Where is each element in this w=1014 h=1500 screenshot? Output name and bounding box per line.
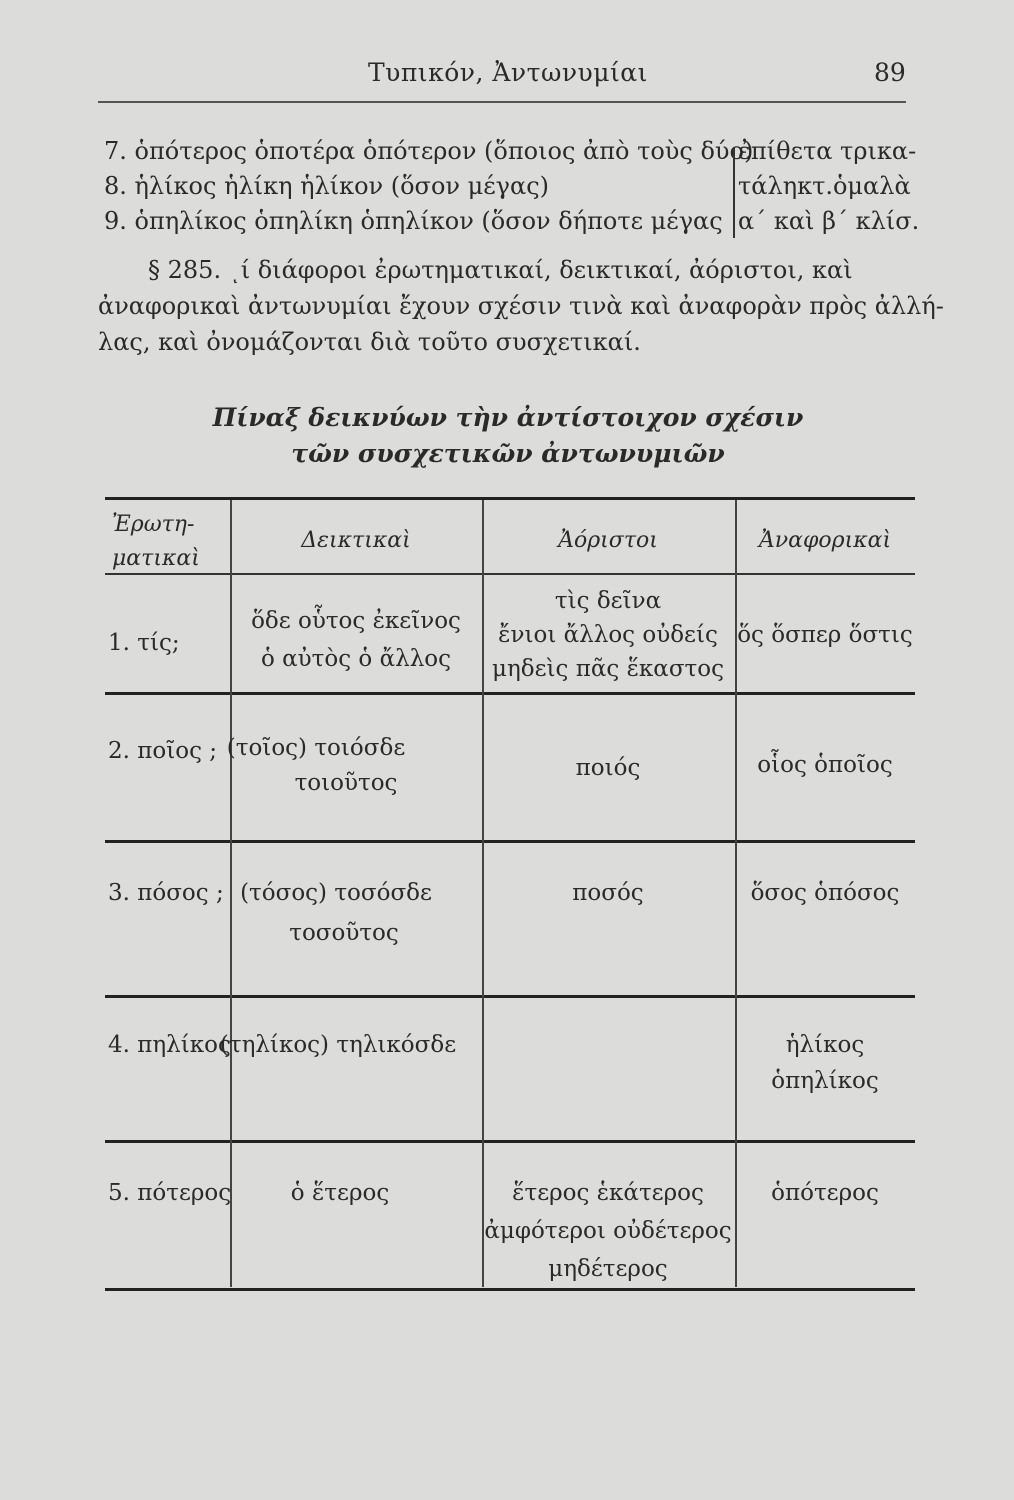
paragraph-line-2: ἀναφορικαὶ ἀντωνυμίαι ἔχουν σχέσιν τινὰ καὶ ἀναφορὰν πρὸς ἀλλή- xyxy=(98,292,944,320)
row3-interrogative: 3. πόσος ; xyxy=(108,880,224,906)
row2-indefinite-1: ποιός xyxy=(575,755,641,781)
row2-interrogative: 2. ποῖος ; xyxy=(108,738,218,764)
row2-relative-1: οἷος ὁποῖος xyxy=(757,752,893,778)
list-item-9: 9. ὁπηλίκος ὁπηλίκη ὁπηλίκον (ὅσον δήποτε μέγας xyxy=(104,207,723,235)
table-col-divider-3 xyxy=(735,500,737,1287)
side-note-line-3: α΄ καὶ β΄ κλίσ. xyxy=(738,207,920,235)
table-col-divider-1 xyxy=(230,500,232,1287)
table-header-rule xyxy=(105,573,915,575)
header-demonstrative: Δεικτικαὶ xyxy=(301,528,411,553)
row1-demonstrative-1: ὅδε οὗτος ἐκεῖνος xyxy=(251,608,461,634)
list-brace xyxy=(725,148,735,238)
row1-interrogative: 1. τίς; xyxy=(108,630,180,656)
row1-demonstrative-2: ὁ αὐτὸς ὁ ἄλλος xyxy=(260,646,452,672)
header-interrogative-1: Ἐρωτη- xyxy=(112,512,195,537)
row4-interrogative: 4. πηλίκος xyxy=(108,1032,231,1058)
page-header-title: Τυπικόν, Ἀντωνυμίαι xyxy=(368,58,648,87)
header-rule xyxy=(98,101,906,103)
row5-demonstrative-1: ὁ ἕτερος xyxy=(290,1180,390,1206)
table-caption-line-2: τῶν συσχετικῶν ἀντωνυμιῶν xyxy=(291,439,725,468)
row1-indefinite-1: τὶς δεῖνα xyxy=(554,588,662,614)
row3-indefinite-1: ποσός xyxy=(572,880,644,906)
table-caption-line-1: Πίναξ δεικνύων τὴν ἀντίστοιχον σχέσιν xyxy=(212,403,804,432)
table-row-rule-1 xyxy=(105,692,915,695)
table-row-rule-4 xyxy=(105,1140,915,1143)
row5-interrogative: 5. πότερος xyxy=(108,1180,232,1206)
row1-relative-1: ὅς ὅσπερ ὅστις xyxy=(737,622,913,648)
side-note-line-1: ἐπίθετα τρικα- xyxy=(738,137,917,165)
row3-relative-1: ὅσος ὁπόσος xyxy=(750,880,900,906)
row2-demonstrative-2: τοιοῦτος xyxy=(294,770,398,796)
row1-indefinite-3: μηδεὶς πᾶς ἕκαστος xyxy=(492,656,724,682)
row5-relative-1: ὁπότερος xyxy=(771,1180,879,1206)
table-bottom-rule xyxy=(105,1288,915,1291)
paragraph-line-1: § 285. ͺί διάφοροι ἐρωτηματικαί, δεικτικαί, ἀόριστοι, καὶ xyxy=(148,256,853,284)
table-row-rule-3 xyxy=(105,995,915,998)
row4-relative-1: ἡλίκος xyxy=(785,1032,865,1058)
row5-indefinite-2: ἀμφότεροι οὐδέτερος xyxy=(484,1218,732,1244)
row3-demonstrative-2: τοσοῦτος xyxy=(289,920,399,946)
header-relative: Ἀναφορικαὶ xyxy=(758,528,892,553)
row4-demonstrative-1: (τηλίκος) τηλικόσδε xyxy=(219,1032,457,1058)
side-note-line-2: τάληκτ.ὁμαλὰ xyxy=(738,172,911,200)
table-row-rule-2 xyxy=(105,840,915,843)
paragraph-line-3: λας, καὶ ὀνομάζονται διὰ τοῦτο συσχετικαί. xyxy=(98,328,641,356)
table-col-divider-2 xyxy=(482,500,484,1287)
row2-demonstrative-1: (τοῖος) τοιόσδε xyxy=(226,735,406,761)
row5-indefinite-1: ἕτερος ἑκάτερος xyxy=(512,1180,704,1206)
list-item-7: 7. ὁπότερος ὁποτέρα ὁπότερον (ὅποιος ἀπὸ τοὺς δύο) xyxy=(104,137,754,165)
row5-indefinite-3: μηδέτερος xyxy=(548,1256,668,1282)
list-item-8: 8. ἡλίκος ἡλίκη ἡλίκον (ὅσον μέγας) xyxy=(104,172,549,200)
row3-demonstrative-1: (τόσος) τοσόσδε xyxy=(240,880,432,906)
header-interrogative-2: ματικαὶ xyxy=(112,546,200,571)
page-number: 89 xyxy=(874,58,906,87)
row4-relative-2: ὁπηλίκος xyxy=(771,1068,879,1094)
header-indefinite: Ἀόριστοι xyxy=(558,528,658,553)
row1-indefinite-2: ἔνιοι ἄλλος οὐδείς xyxy=(498,622,718,648)
table-top-rule xyxy=(105,497,915,500)
